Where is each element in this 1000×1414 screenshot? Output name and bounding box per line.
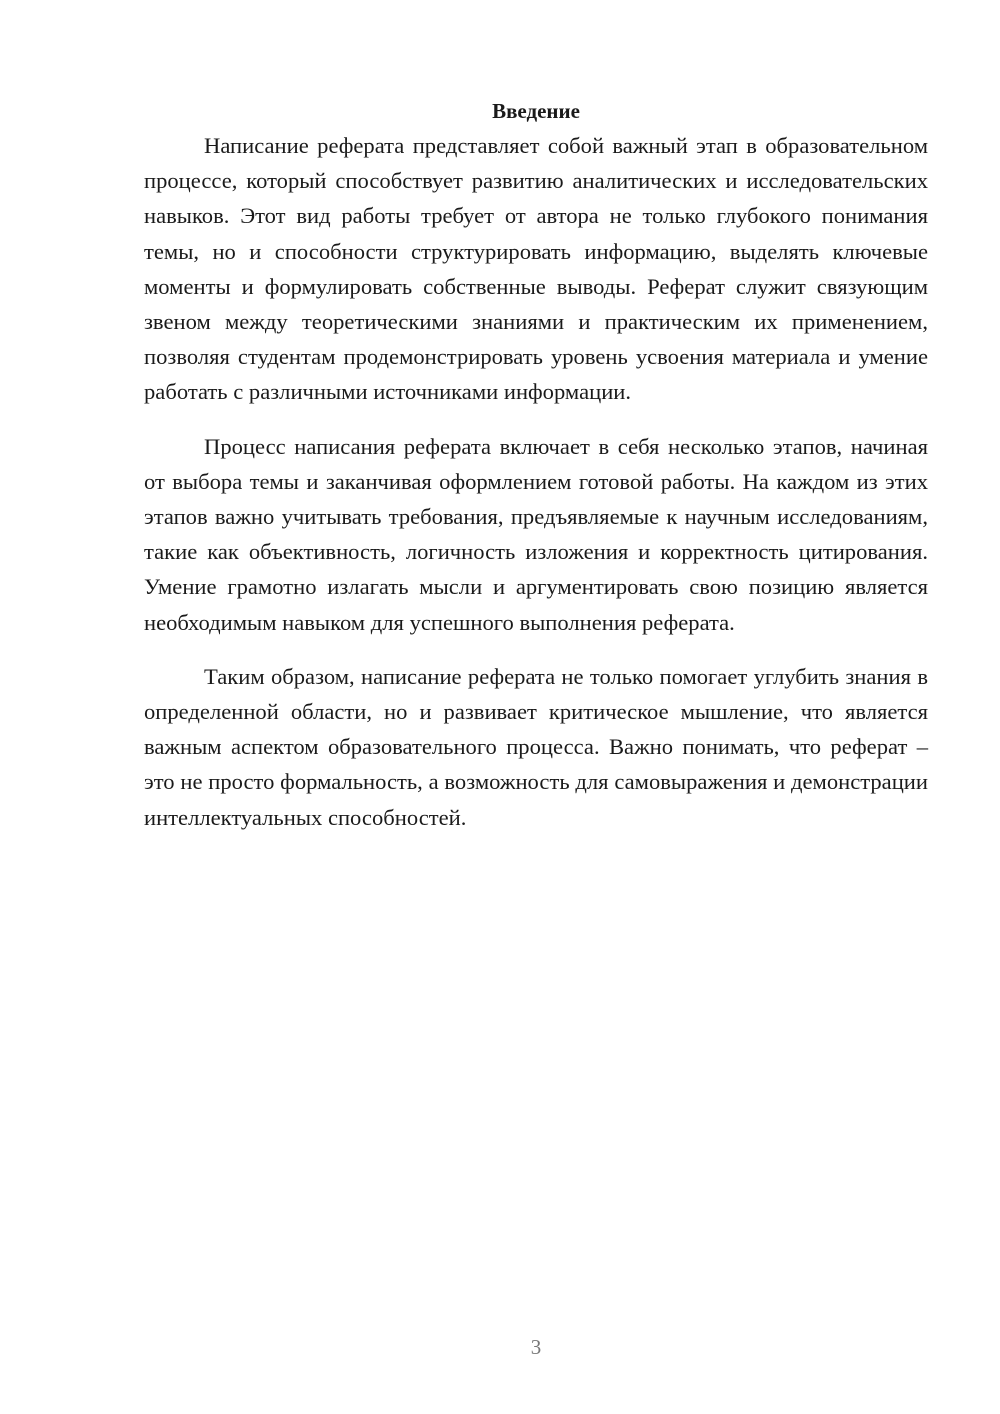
paragraph-1: Написание реферата представляет собой важный этап в образовательном процессе, который способствует развитию аналитических и исследовательских навыков. Этот вид работы требует от автора не только глубокого понимания темы, но и способности структурировать информацию, выделять ключевые моменты и формулировать собственные выводы. Реферат служит связующим звеном между теоретическими знаниями и практическим их применением, позволяя студентам продемонстрировать уровень усвоения материала и умение работать с различными источниками информации. xyxy=(144,133,928,405)
section-heading: Введение xyxy=(492,99,580,123)
paragraph-2: Процесс написания реферата включает в себя несколько этапов, начиная от выбора темы и заканчивая оформлением готовой работы. На каждом из этих этапов важно учитывать требования, предъявляемые к научным исследованиям, такие как объективность, логичность изложения и корректность цитирования. Умение грамотно излагать мысли и аргументировать свою позицию является необходимым навыком для успешного выполнения реферата. xyxy=(144,433,928,635)
page-content xyxy=(144,96,928,835)
paragraph-3: Таким образом, написание реферата не только помогает углубить знания в определенной области, но и развивает критическое мышление, что является важным аспектом образовательного процесса. Важно понимать, что реферат – это не просто формальность, а возможность для самовыражения и демонстрации интеллектуальных способностей. xyxy=(144,663,928,830)
page-number: 3 xyxy=(530,1335,542,1359)
